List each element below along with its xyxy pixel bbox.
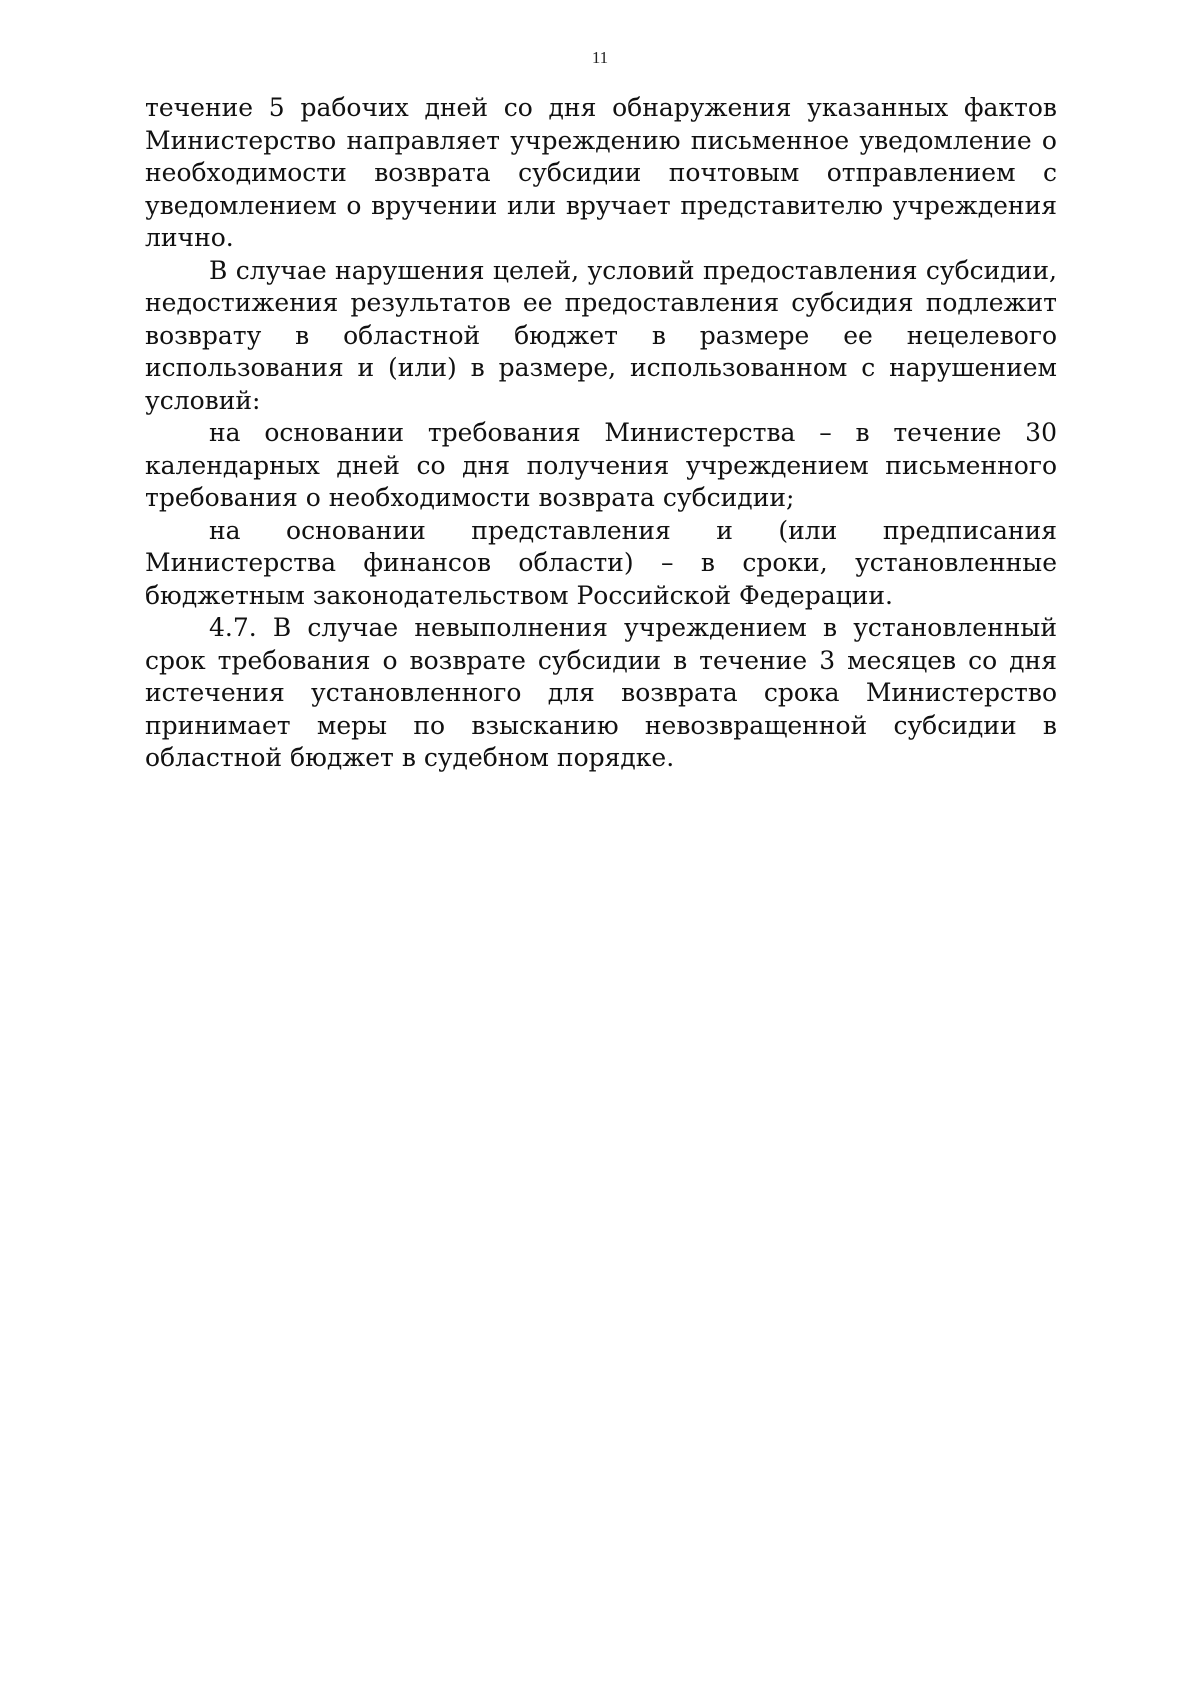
document-body (145, 92, 1057, 775)
paragraph-ministry-requirement: на основании требования Министерства – в течение 30 календарных дней со дня получения учреждением письменного требования о необходимости возврата субсидии; (145, 418, 1057, 512)
page-number: 11 (591, 48, 609, 67)
paragraph-section-4-7: 4.7. В случае невыполнения учреждением в установленный срок требования о возврате субсидии в течение 3 месяцев со дня истечения установленного для возврата срока Министерство принимает меры по взысканию невозвращенной субсидии в областной бюджет в судебном порядке. (145, 613, 1057, 772)
paragraph-finance-ministry-order: на основании представления и (или предписания Министерства финансов области) – в сроки, установленные бюджетным законодательством Российской Федерации. (145, 515, 1057, 610)
paragraph-violation-return: В случае нарушения целей, условий предоставления субсидии, недостижения результатов ее предоставления субсидия подлежит возврату в областной бюджет в размере ее нецелевого использования и (или) в размере, использованном с нарушением условий: (145, 255, 1057, 415)
paragraph-continuation: течение 5 рабочих дней со дня обнаружения указанных фактов Министерство направляет учреждению письменное уведомление о необходимости возврата субсидии почтовым отправлением с уведомлением о вручении или вручает представителю учреждения лично. (145, 93, 1057, 252)
